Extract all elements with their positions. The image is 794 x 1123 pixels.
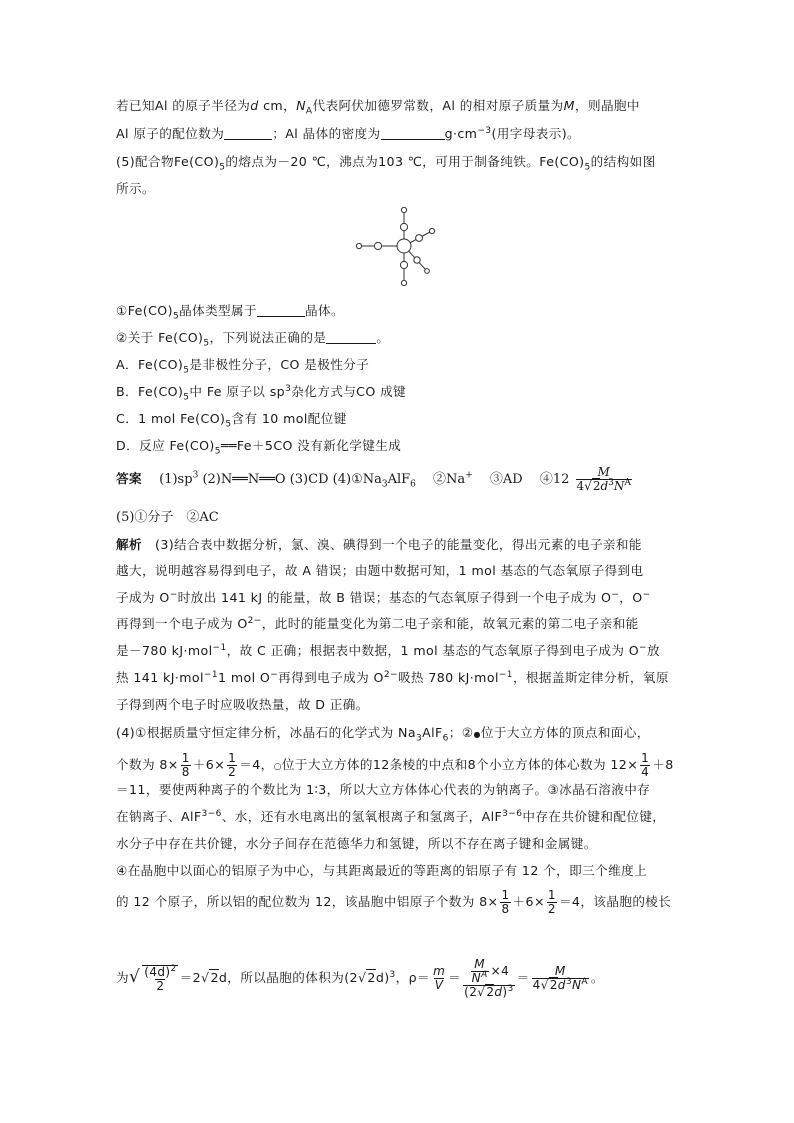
text: (3)结合表中数据分析，氯、溴、碘得到一个电子的能量变化，得出元素的电子亲和能 <box>155 537 642 552</box>
analysis-line-5 <box>116 641 660 661</box>
text: (4)①根据质量守恒定律分析，冰晶石的化学式为 Na <box>116 725 416 740</box>
numerator <box>468 958 510 985</box>
oxygen-atom <box>401 207 406 212</box>
superscript: −1 <box>203 669 218 680</box>
superscript: 2− <box>247 615 262 626</box>
text: ③AD <box>489 472 523 487</box>
text: 1 mol O <box>218 670 271 685</box>
numerator: M <box>554 964 566 978</box>
superscript: 3 <box>608 478 614 488</box>
carbon-atom <box>400 223 407 230</box>
text: ②关于 Fe(CO) <box>116 330 204 345</box>
analysis-line-2 <box>116 561 644 581</box>
text: (2)N══N══O <box>202 472 286 487</box>
superscript: A <box>624 478 631 488</box>
analysis-line-11 <box>116 807 665 827</box>
text: 是－780 kJ·mol <box>116 643 213 658</box>
text: ＝ <box>516 970 530 985</box>
carbon-atom <box>416 235 423 242</box>
text: 、水，还有水电离出的氢氧根离子和氢离子，AlF <box>221 809 503 824</box>
text: (1)sp <box>159 472 193 487</box>
denominator: $4√2d^3N^A$ <box>532 977 588 992</box>
fraction-1-8 <box>500 889 510 916</box>
text: 。 <box>590 970 604 985</box>
text: 个数为 8× <box>116 757 179 772</box>
open-dot-icon: ○ <box>273 762 282 772</box>
text: 为 <box>116 970 129 985</box>
option-a <box>116 355 369 375</box>
analysis-line-6 <box>116 668 669 688</box>
analysis-label: 解析 <box>116 537 142 552</box>
fraction-1-8 <box>181 752 191 779</box>
superscript: 3 <box>565 977 572 987</box>
question-5-line-2 <box>116 179 155 199</box>
subscript: 5 <box>219 162 226 173</box>
denominator: $4√2d^3N^A$ <box>576 478 631 493</box>
text: 2 <box>469 985 478 999</box>
radicand: 2 <box>210 970 219 985</box>
question-5-line-1 <box>116 152 656 172</box>
fraction-density-expr <box>463 958 515 999</box>
text: ══Fe＋5CO 没有新化学键生成 <box>220 438 402 453</box>
text: B．Fe(CO) <box>116 384 184 399</box>
var-d: d <box>250 98 259 113</box>
text: 水分子中存在共价键，水分子间存在范德华力和氢键，所以不存在离子键和金属键。 <box>116 836 597 851</box>
superscript: − <box>639 642 647 653</box>
carbon-atom <box>414 257 420 263</box>
text: 位于大立方体的12条棱的中点和8个小立方体的体心数为 12× <box>281 757 639 772</box>
numerator: m <box>433 964 446 978</box>
text: 子得到两个电子时应吸收热量，故 D 正确。 <box>116 697 369 712</box>
fraction-1-2 <box>227 752 237 779</box>
text: ，O <box>619 590 643 605</box>
text: 晶体。 <box>305 303 345 318</box>
text: 子成为 O <box>116 590 170 605</box>
answer-blank <box>224 126 272 140</box>
text: ，则晶胞中 <box>574 98 640 113</box>
numerator: 1 <box>501 888 510 902</box>
text: 若已知Al 的原子半径为 <box>116 98 251 113</box>
subscript: 5 <box>584 162 591 173</box>
carbon-atom <box>374 242 381 249</box>
text: 的 12 个原子，所以铝的配位数为 12，该晶胞中铝原子个数为 8× <box>116 894 499 909</box>
subscript: 3 <box>415 733 423 744</box>
denominator: $(2√2d)^3$ <box>464 984 514 999</box>
numerator <box>143 963 177 979</box>
filled-dot-icon: ● <box>473 730 481 739</box>
text: 在钠离子、AlF <box>116 809 202 824</box>
text: 时放出 141 kJ 的能量，故 B 错误；基态的气态氧原子得到一个电子成为 O <box>177 590 612 605</box>
superscript: 2 <box>170 963 177 974</box>
text: Al 原子的配位数为 <box>116 126 225 141</box>
text: (5)①分子 ②AC <box>116 510 219 525</box>
text: ②Na <box>433 472 466 487</box>
analysis-line-12 <box>116 834 597 854</box>
text: 所示。 <box>116 181 155 196</box>
text: ＝11，要使两种离子的个数比为 1∶3，所以大立方体体心代表的为钠离子。③冰晶石溶液中存 <box>116 782 651 797</box>
superscript: A <box>481 970 488 980</box>
text: 的熔点为－20 ℃，沸点为103 ℃，可用于制备纯铁。Fe(CO) <box>225 154 585 169</box>
analysis-line-3 <box>116 588 651 608</box>
text: ＝4， <box>239 757 274 772</box>
analysis-line-14 <box>116 889 671 916</box>
fraction-1-4 <box>640 752 650 779</box>
radicand: 2 <box>367 970 376 985</box>
text: (5)配合物Fe(CO) <box>116 154 220 169</box>
text: A．Fe(CO) <box>116 357 184 372</box>
superscript: 3 <box>507 984 514 994</box>
oxygen-atom <box>425 269 430 274</box>
analysis-line-7 <box>116 695 369 715</box>
numerator: M <box>474 957 486 971</box>
text: ；② <box>448 725 474 740</box>
text: 再得到电子成为 O <box>278 670 384 685</box>
iron-atom <box>397 239 411 253</box>
text: (用字母表示)。 <box>491 126 581 141</box>
text: N <box>613 479 625 493</box>
text: ×4 <box>490 964 510 978</box>
text: (4d) <box>144 964 171 979</box>
text: (3)CD <box>289 472 329 487</box>
subscript: 3 <box>381 479 388 490</box>
text: 中存在共价键和配位键， <box>522 809 666 824</box>
text: ④12 <box>539 472 570 487</box>
text: 热 141 kJ·mol <box>116 670 204 685</box>
superscript: 3 <box>389 969 396 980</box>
text: 中 Fe 原子以 sp <box>189 384 286 399</box>
text: N <box>471 971 482 985</box>
subscript: 5 <box>172 311 180 322</box>
text: ，ρ＝ <box>395 970 431 985</box>
superscript: − <box>611 589 620 600</box>
subscript: 5 <box>183 392 190 403</box>
superscript: − <box>169 589 178 600</box>
oxygen-atom <box>401 280 406 285</box>
text: N <box>571 978 582 992</box>
text: ，下列说法正确的是 <box>209 330 327 345</box>
density-fraction <box>532 965 589 992</box>
subscript: 5 <box>225 419 232 430</box>
text: ，此时的能量变化为第二电子亲和能，故氧元素的第二电子亲和能 <box>261 616 639 631</box>
fraction-m-v <box>432 965 446 992</box>
text: ＋6× <box>192 757 226 772</box>
text: 4 <box>576 479 585 493</box>
option-c <box>116 409 347 429</box>
superscript: −1 <box>498 669 513 680</box>
answer-line-1 <box>116 466 634 493</box>
text: 是非极性分子，CO 是极性分子 <box>189 357 370 372</box>
analysis-line-9 <box>116 752 674 779</box>
text: 4 <box>532 978 541 992</box>
text: ④在晶胞中以面心的铝原子为中心，与其距离最近的等距离的铝原子有 12 个，即三个维度上 <box>116 863 648 878</box>
text: 。 <box>376 330 390 345</box>
text: 再得到一个电子成为 O <box>116 616 248 631</box>
subscript: 5 <box>214 446 221 457</box>
radicand: 2 <box>592 479 601 493</box>
denominator <box>471 971 489 985</box>
text: ＋8 <box>652 757 674 772</box>
fe-co5-structure-diagram <box>352 202 442 292</box>
text: ；Al 晶体的密度为 <box>272 126 381 141</box>
superscript: 2− <box>383 669 398 680</box>
analysis-line-15: 为√ $\frac{(4d)^2}{2}$ ＝2√2d，所以晶胞的体积为$(2√2d)^3$，ρ＝ $\frac{m}{V}$ ＝ $\frac{M}{N^A}$ ×4 $(2√2d)^3$ ＝ $\frac{M}{4√2d^3N^A}$ 。 <box>116 957 604 999</box>
superscript: + <box>465 470 473 481</box>
text: ＝ <box>448 970 462 985</box>
analysis-line-1 <box>116 535 642 555</box>
analysis-line-8 <box>116 723 650 745</box>
denominator: 8 <box>501 902 510 916</box>
denominator: 8 <box>181 765 190 779</box>
text: (4)①Na <box>332 472 382 487</box>
sqrt-fraction <box>142 965 177 993</box>
text: 吸热 780 kJ·mol <box>397 670 499 685</box>
carbon-atom <box>400 261 407 268</box>
analysis-line-4 <box>116 614 639 634</box>
answer-label: 答案 <box>116 471 142 486</box>
text: 的结构如图 <box>590 154 656 169</box>
analysis-line-10 <box>116 780 650 800</box>
question-5-sub-2 <box>116 328 389 348</box>
fraction-1-2 <box>547 889 557 916</box>
text: g·cm <box>444 126 478 141</box>
question-intro-line-1 <box>116 96 640 116</box>
answer-blank <box>381 126 445 140</box>
superscript: 3 <box>192 470 199 481</box>
question-intro-line-2 <box>116 124 580 144</box>
text: 杂化方式与CO 成键 <box>291 384 407 399</box>
text: AlF <box>387 472 411 487</box>
text: D．反应 Fe(CO) <box>116 438 215 453</box>
superscript: 3−6 <box>502 808 523 819</box>
superscript: − <box>270 669 279 680</box>
text: 放 <box>647 643 660 658</box>
text: 代表阿伏加德罗常数，Al 的相对原子质量为 <box>312 98 564 113</box>
superscript: A <box>581 977 588 987</box>
text: 含有 10 mol配位键 <box>231 411 347 426</box>
text: AlF <box>422 725 443 740</box>
denominator: 4 <box>641 765 650 779</box>
subscript: 5 <box>203 338 210 349</box>
subscript: 5 <box>183 365 190 376</box>
text: d <box>557 978 566 992</box>
text: ＝2 <box>179 970 202 985</box>
text: 位于大立方体的顶点和面心， <box>480 725 650 740</box>
radicand: 2 <box>549 978 558 992</box>
var-na: N <box>296 98 306 113</box>
option-d <box>116 436 401 456</box>
superscript: − <box>642 589 651 600</box>
question-5-sub-1 <box>116 301 344 321</box>
subscript: A <box>305 106 313 117</box>
fraction-m-na <box>471 958 489 985</box>
denominator: 2 <box>547 902 556 916</box>
text: d) <box>375 970 390 985</box>
density-fraction <box>576 466 632 493</box>
oxygen-atom <box>356 243 361 248</box>
text: ＋6× <box>512 894 545 909</box>
denominator: 2 <box>228 765 237 779</box>
oxygen-atom <box>429 228 434 233</box>
numerator: 1 <box>228 751 237 765</box>
var-m: M <box>563 98 575 113</box>
numerator: 1 <box>547 888 556 902</box>
text: d，所以晶胞的体积为(2 <box>218 970 358 985</box>
text: ＝4，该晶胞的棱长 <box>558 894 672 909</box>
superscript: 3−6 <box>201 808 222 819</box>
text: d <box>600 479 609 493</box>
text: ①Fe(CO) <box>116 303 173 318</box>
text: C．1 mol Fe(CO) <box>116 411 226 426</box>
sqrt-sign: √ <box>129 967 141 987</box>
option-b <box>116 382 406 402</box>
text: ，故 C 正确；根据表中数据，1 mol 基态的气态氧原子得到电子成为 O <box>226 643 640 658</box>
denominator: 2 <box>156 978 165 993</box>
superscript: −1 <box>212 642 227 653</box>
text: 越大，说明越容易得到电子，故 A 错误；由题中数据可知，1 mol 基态的气态氧原子得到电 <box>116 563 644 578</box>
numerator: M <box>597 465 610 479</box>
answer-line-2 <box>116 508 219 528</box>
numerator: 1 <box>641 751 650 765</box>
radicand: 2 <box>486 985 495 999</box>
numerator: 1 <box>181 751 190 765</box>
text: cm， <box>258 98 297 113</box>
subscript: 6 <box>442 733 449 744</box>
text: 晶体类型属于 <box>179 303 258 318</box>
text: ，根据盖斯定律分析，氧原 <box>512 670 669 685</box>
analysis-line-13 <box>116 861 647 881</box>
superscript: 3 <box>285 383 292 394</box>
denominator: V <box>434 978 444 992</box>
subscript: 6 <box>410 479 416 490</box>
superscript: −3 <box>477 125 492 136</box>
answer-blank <box>326 330 376 344</box>
text: d <box>494 985 503 999</box>
answer-blank <box>257 303 305 317</box>
